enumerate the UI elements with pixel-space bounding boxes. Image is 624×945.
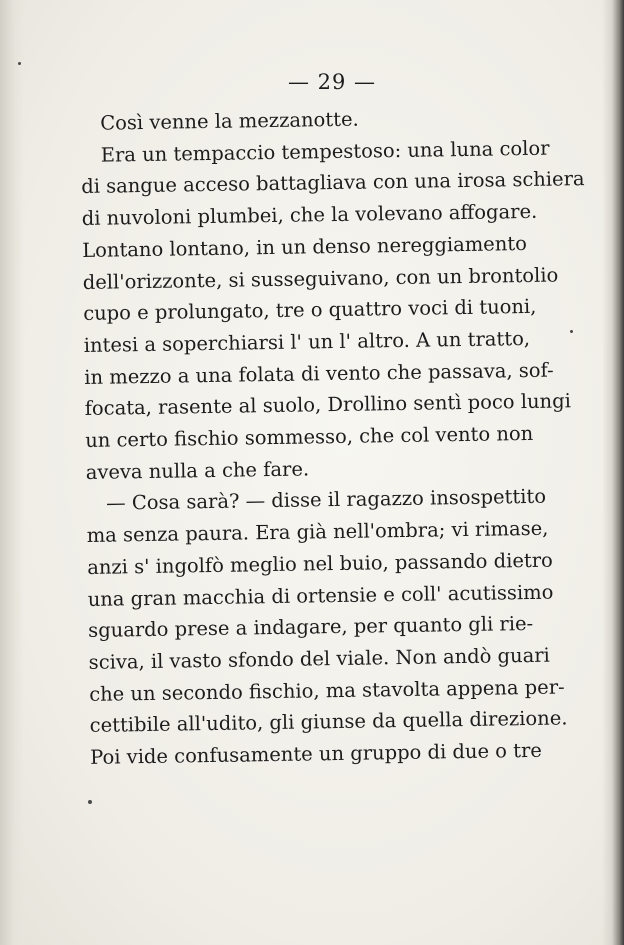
page-number: — 29 — bbox=[287, 70, 377, 94]
text-line: — Cosa sarà? — disse il ragazzo insospettito bbox=[106, 485, 547, 516]
text-line: cupo e prolungato, tre o quattro voci di tuoni, bbox=[83, 295, 537, 326]
text-line: intesi a soperchiarsi l' un l' altro. A un tratto, bbox=[83, 326, 531, 357]
text-line: Poi vide confusamente un gruppo di due o tre bbox=[90, 738, 543, 769]
body-text bbox=[80, 101, 585, 773]
page-right-binding-shadow bbox=[602, 0, 624, 945]
paper-speck bbox=[570, 330, 573, 333]
text-line: cettibile all'udito, gli giunse da quella direzione. bbox=[89, 706, 568, 738]
text-line: in mezzo a una folata di vento che passava, sof- bbox=[84, 358, 554, 389]
text-line: che un secondo fischio, ma stavolta appena per- bbox=[89, 675, 565, 706]
text-line: aveva nulla a che fare. bbox=[85, 457, 310, 484]
text-line: dell'orizzonte, si susseguivano, con un brontolio bbox=[82, 263, 559, 294]
text-line: Lontano lontano, in un denso nereggiamento bbox=[82, 231, 528, 262]
text-line: di sangue acceso battagliava con una irosa schiera bbox=[81, 167, 585, 199]
text-line: ma senza paura. Era già nell'ombra; vi rimase, bbox=[86, 516, 549, 548]
text-line: sguardo prese a indagare, per quanto gli rie- bbox=[88, 612, 534, 643]
text-line: anzi s' ingolfò meglio nel buio, passando dietro bbox=[87, 548, 553, 579]
paper-speck bbox=[18, 62, 21, 65]
text-line: sciva, il vasto sfondo del viale. Non andò guari bbox=[88, 643, 550, 674]
text-line: una gran macchia di ortensie e coll' acutissimo bbox=[87, 580, 554, 611]
text-line: Era un tempaccio tempestoso: una luna color bbox=[100, 136, 550, 167]
paper-speck bbox=[88, 800, 92, 804]
text-line: Così venne la mezzanotte. bbox=[100, 107, 359, 135]
page-left-shadow bbox=[0, 0, 24, 945]
text-line: di nuvoloni plumbei, che la volevano affogare. bbox=[81, 199, 538, 231]
text-line: un certo fischio sommesso, che col vento non bbox=[85, 421, 534, 452]
text-line: focata, rasente al suolo, Drollino sentì poco lungi bbox=[84, 389, 572, 421]
